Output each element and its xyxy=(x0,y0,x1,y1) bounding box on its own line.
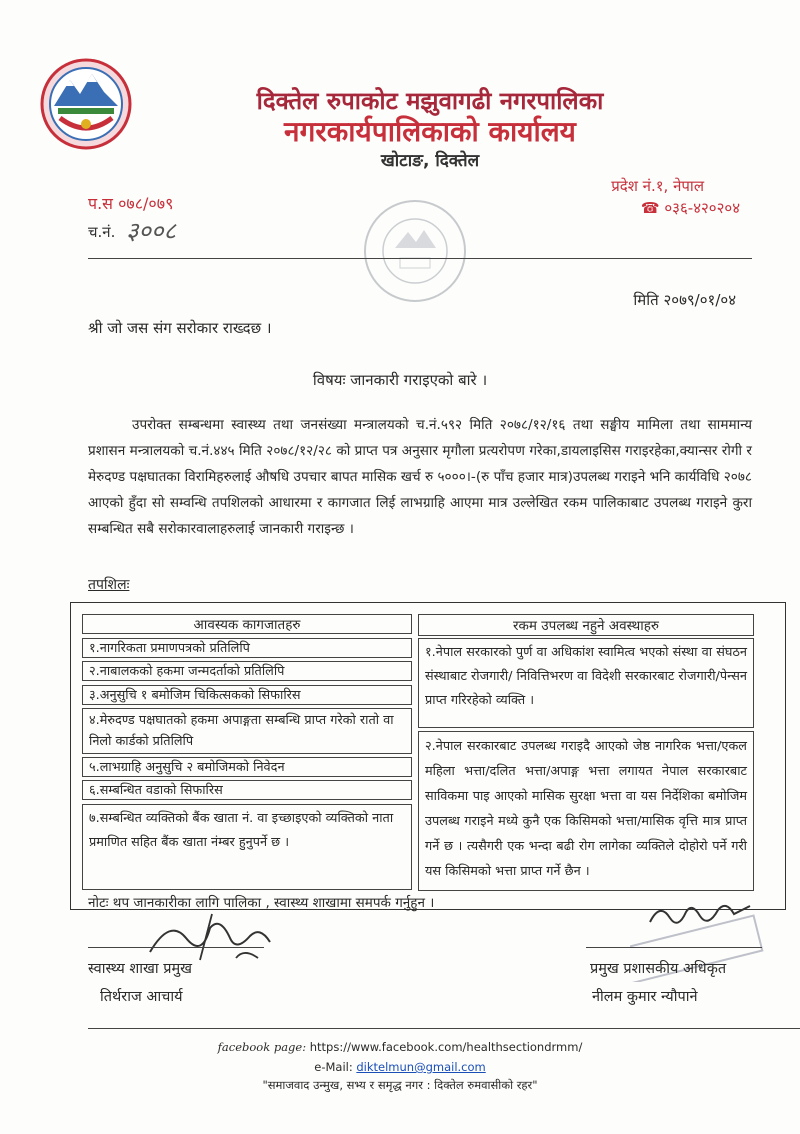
facebook-row xyxy=(0,1040,800,1054)
cao-name: नीलम कुमार न्यौपाने xyxy=(592,989,698,1005)
document-item: १.नागरिकता प्रमाणपत्रको प्रतिलिपि xyxy=(82,638,412,658)
office-location: खोटाङ, दिक्तेल xyxy=(380,151,480,171)
phone-number: ०३६-४२०२०४ xyxy=(664,199,740,217)
office-name: नगरकार्यपालिकाको कार्यालय xyxy=(284,115,576,148)
facebook-link[interactable]: https://www.facebook.com/healthsectiondrmm/ xyxy=(309,1040,583,1054)
header-divider xyxy=(88,258,752,259)
footer-divider xyxy=(88,1028,800,1029)
health-chief-title: स्वास्थ्य शाखा प्रमुख xyxy=(88,961,193,977)
signature-line xyxy=(88,947,264,948)
municipality-name: दिक्तेल रुपाकोट मझुवागढी नगरपालिका xyxy=(256,87,604,115)
document-item: ६.सम्बन्धित वडाको सिफारिस xyxy=(82,780,412,800)
dispatch-label: च.नं. xyxy=(88,223,116,241)
details-heading: तपशिलः xyxy=(88,577,130,593)
facebook-label: facebook page: xyxy=(217,1040,307,1054)
letter-body: उपरोक्त सम्बन्धमा स्वास्थ्य तथा जनसंख्या मन्त्रालयको च.नं.५९२ मिति २०७८/१२/१६ तथा सङ्घीय मामिला तथा साममान्य प्रशासन मन्त्रालयको च.नं.४४५ मिति २०७८/१२/२८ को प्राप्त पत्र अनुसार मृगौला प्रत्यरोपण गरेका,डायलाइसिस गराइरहेका,क्यान्सर रोगी र मेरुदण्ड पक्षघातका विरामिहरुलाई औषधि उपचार बापत मासिक खर्च रु ५०००।-(रु पाँच हजार मात्र)उपलब्ध गराइने भनि कार्यविधि २०७८ आएको हुँदा सो सम्वन्धि तपशिलको आधारमा र कागजात लिई लाभग्राहि आएमा मात्र उल्लेखित रकम पालिकाबाट उपलब्ध गराइने कुरा सम्बन्धित सबै सरोकारवालाहरुलाई जानकारी गराइन्छ । xyxy=(88,417,752,537)
document-item: ४.मेरुदण्ड पक्षघातको हकमा अपाङ्गता सम्बन्धि प्राप्त गरेको रातो वा निलो कार्डको प्रतिलिपि xyxy=(82,708,412,754)
letter-subject: विषयः जानकारी गराइएको बारे । xyxy=(312,371,488,389)
cao-title: प्रमुख प्रशासकीय अधिकृत xyxy=(590,961,727,977)
office-stamp xyxy=(360,196,470,306)
letter-date: मिति २०७९/०१/०४ xyxy=(633,291,736,309)
health-chief-name: तिर्थराज आचार्य xyxy=(100,989,183,1005)
ineligibility-item: २.नेपाल सरकारबाट उपलब्ध गराइदै आएको जेष्ठ नागरिक भत्ता/एकल महिला भत्ता/दलित भत्ता/अपाङ्ग भत्ता लगायत नेपाल सरकारबाट साविकमा पाइ आएको मासिक सुरक्षा भत्ता वा यस निर्देशिका बमोजिम उपलब्ध गराइने मध्ये कुनै एक किसिमको भत्ता/मासिक वृत्ति मात्र प्राप्त गर्ने छ । त्यसैगरी एक भन्दा बढी रोग लागेका व्यक्तिले दोहोरो पर्ने गरी यस किसिमको भत्ता प्राप्त गर्ने छैन । xyxy=(418,731,754,891)
province-label: प्रदेश नं.१, नेपाल xyxy=(611,177,704,195)
salutation: श्री जो जस संग सरोकार राख्दछ । xyxy=(88,319,272,337)
document-item: ७.सम्बन्धित व्यक्तिको बैंक खाता नं. वा इच्छाइएको व्यक्तिको नाता प्रमाणित सहित बैंक खाता नंम्बर हुनुपर्ने छ । xyxy=(82,804,412,890)
email-row xyxy=(0,1060,800,1074)
signature-line xyxy=(586,947,762,948)
municipality-motto: "समाजवाद उन्मुख, सभ्य र समृद्ध नगर : दिक्तेल रुमवासीको रहर" xyxy=(262,1078,538,1092)
required-documents-header: आवस्यक कागजातहरु xyxy=(82,614,412,634)
email-label: e-Mail: xyxy=(314,1060,353,1074)
ineligibility-item: १.नेपाल सरकारको पुर्ण वा अधिकांश स्वामित्व भएको संस्था वा संघठन संस्थाबाट रोजगारी/ निवित्तिभरण वा विदेशी सरकारबाट रोजगारी/पेन्सन प्राप्त गरिरहेको व्यक्ति । xyxy=(418,638,754,728)
fiscal-year-ref: प.स ०७८/०७९ xyxy=(88,194,174,213)
document-item: २.नाबालकको हकमा जन्मदर्ताको प्रतिलिपि xyxy=(82,661,412,681)
document-item: ५.लाभग्राहि अनुसुचि २ बमोजिमको निवेदन xyxy=(82,757,412,777)
phone-number-row xyxy=(641,198,740,218)
dispatch-number: ३००८ xyxy=(126,217,176,245)
document-item: ३.अनुसुचि १ बमोजिम चिकित्सकको सिफारिस xyxy=(82,685,412,705)
ineligibility-header: रकम उपलब्ध नहुने अवस्थाहरु xyxy=(418,614,754,636)
telephone-icon: ☎ xyxy=(640,199,660,217)
email-link[interactable]: diktelmun@gmail.com xyxy=(356,1060,486,1074)
contact-note: नोटः थप जानकारीका लागि पालिका , स्वास्थ्य शाखामा समपर्क गर्नुहुन । xyxy=(88,895,435,911)
